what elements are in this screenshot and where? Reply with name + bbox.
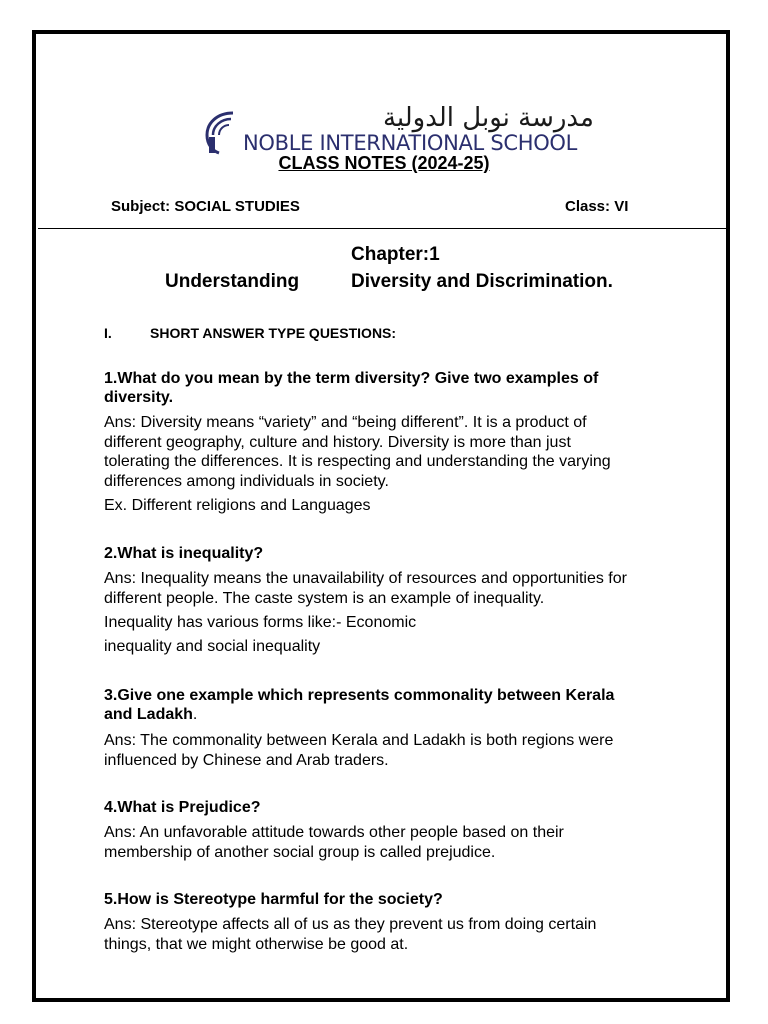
- question-3-line2: [104, 705, 704, 724]
- answer-3-line2: influenced by Chinese and Arab traders.: [104, 751, 389, 769]
- answer-1-example: Ex. Different religions and Languages: [104, 497, 371, 514]
- question-2: 2.What is inequality?: [104, 545, 264, 562]
- section-number: I.: [104, 325, 112, 341]
- answer-5: [104, 915, 704, 954]
- question-3: [104, 686, 704, 724]
- answer-4-line2: membership of another social group is called prejudice.: [104, 843, 496, 861]
- answer-3: [104, 731, 704, 770]
- answer-2-line1: Ans: Inequality means the unavailability of resources and opportunities for: [104, 570, 627, 587]
- school-name-arabic: مدرسة نوبل الدولية: [382, 103, 594, 133]
- answer-1-line2: different geography, culture and history. Diversity is more than just: [104, 433, 571, 451]
- header-divider: [38, 228, 730, 229]
- chapter-title-part2: Diversity and Discrimination.: [351, 271, 613, 292]
- answer-4-line1: Ans: An unfavorable attitude towards other people based on their: [104, 824, 564, 841]
- answer-2-line2: different people. The caste system is an example of inequality.: [104, 589, 545, 607]
- answer-2-extra-line2: inequality and social inequality: [104, 638, 321, 655]
- answer-5-line2: things, that we might otherwise be good at.: [104, 935, 409, 953]
- answer-1-line1: Ans: Diversity means “variety” and “being different”. It is a product of: [104, 414, 587, 431]
- question-1-line2: diversity.: [104, 389, 174, 406]
- answer-2-extra-line1: Inequality has various forms like:- Economic: [104, 614, 417, 631]
- school-logo-icon: [203, 107, 243, 155]
- question-3-line2-suffix: .: [192, 706, 198, 723]
- question-4: 4.What is Prejudice?: [104, 799, 261, 816]
- answer-5-line1: Ans: Stereotype affects all of us as they prevent us from doing certain: [104, 916, 597, 933]
- school-name-english: NOBLE INTERNATIONAL SCHOOL: [243, 131, 578, 155]
- question-3-line1: 3.Give one example which represents commonality between Kerala: [104, 687, 615, 704]
- class-notes-heading: CLASS NOTES (2024-25): [278, 153, 490, 173]
- answer-2: [104, 569, 704, 608]
- question-1-line1: 1.What do you mean by the term diversity? Give two examples of: [104, 370, 599, 387]
- chapter-title-part1: Understanding: [165, 271, 300, 292]
- class-label: Class: VI: [565, 198, 629, 215]
- chapter-number: Chapter:1: [351, 244, 440, 265]
- question-1: [104, 369, 704, 407]
- section-title: SHORT ANSWER TYPE QUESTIONS:: [150, 325, 397, 341]
- subject-label: Subject: SOCIAL STUDIES: [111, 198, 300, 215]
- answer-1-line4: differences among individuals in society.: [104, 472, 389, 490]
- answer-3-line1: Ans: The commonality between Kerala and Ladakh is both regions were: [104, 732, 614, 749]
- question-3-line2-bold: and Ladakh: [104, 706, 193, 723]
- answer-1-line3: tolerating the differences. It is respecting and understanding the varying: [104, 453, 611, 470]
- answer-4: [104, 823, 704, 862]
- answer-1: [104, 413, 704, 491]
- question-5: 5.How is Stereotype harmful for the society?: [104, 891, 443, 908]
